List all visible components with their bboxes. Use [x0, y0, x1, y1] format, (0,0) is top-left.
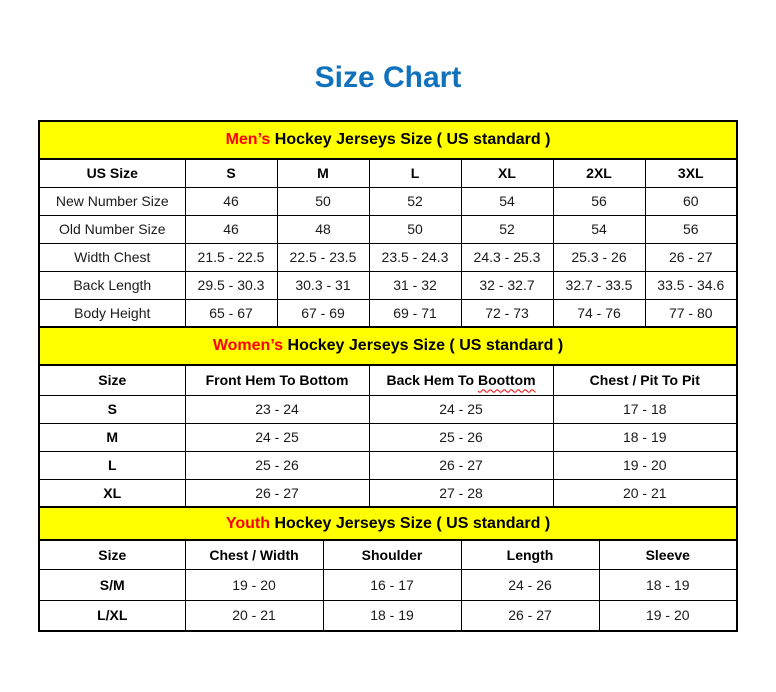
cell-value: 69 - 71	[369, 299, 461, 327]
row-label: Back Length	[39, 271, 185, 299]
cell-value: 23.5 - 24.3	[369, 243, 461, 271]
row-label: S	[39, 395, 185, 423]
table-row	[39, 479, 737, 507]
column-header: XL	[461, 159, 553, 187]
cell-value: 25 - 26	[369, 423, 553, 451]
row-label: Body Height	[39, 299, 185, 327]
cell-value: 24.3 - 25.3	[461, 243, 553, 271]
womens-band-highlight: Women’s	[212, 337, 284, 354]
column-header: M	[277, 159, 369, 187]
mens-header-row	[39, 159, 737, 187]
table-row	[39, 569, 737, 600]
cell-value: 26 - 27	[461, 600, 599, 631]
column-header: Size	[39, 540, 185, 569]
cell-value: 24 - 25	[369, 395, 553, 423]
cell-value: 67 - 69	[277, 299, 369, 327]
cell-value: 26 - 27	[645, 243, 737, 271]
row-label: S/M	[39, 569, 185, 600]
cell-value: 77 - 80	[645, 299, 737, 327]
column-header: Sleeve	[599, 540, 737, 569]
mens-band-cell	[39, 121, 737, 159]
cell-value: 18 - 19	[599, 569, 737, 600]
youth-band-highlight: Youth	[225, 514, 271, 532]
column-header-text: Back Hem To	[386, 372, 478, 389]
column-header: Length	[461, 540, 599, 569]
youth-band-cell	[39, 507, 737, 540]
row-label: Old Number Size	[39, 215, 185, 243]
column-header: Shoulder	[323, 540, 461, 569]
womens-header-row	[39, 365, 737, 395]
cell-value: 22.5 - 23.5	[277, 243, 369, 271]
table-row	[39, 423, 737, 451]
cell-value: 50	[277, 187, 369, 215]
column-header: S	[185, 159, 277, 187]
table-row	[39, 395, 737, 423]
cell-value: 20 - 21	[185, 600, 323, 631]
cell-value: 23 - 24	[185, 395, 369, 423]
cell-value: 26 - 27	[185, 479, 369, 507]
cell-value: 46	[185, 187, 277, 215]
mens-band-text: Hockey Jerseys Size ( US standard )	[270, 131, 551, 148]
cell-value: 25 - 26	[185, 451, 369, 479]
womens-section-band	[39, 327, 737, 365]
youth-section-band	[39, 507, 737, 540]
womens-band-cell	[39, 327, 737, 365]
column-header: Chest / Width	[185, 540, 323, 569]
cell-value: 54	[553, 215, 645, 243]
cell-value: 24 - 26	[461, 569, 599, 600]
cell-value: 52	[461, 215, 553, 243]
cell-value: 32.7 - 33.5	[553, 271, 645, 299]
cell-value: 48	[277, 215, 369, 243]
row-label: M	[39, 423, 185, 451]
table-row	[39, 299, 737, 327]
column-header: Front Hem To Bottom	[185, 365, 369, 395]
cell-value: 52	[369, 187, 461, 215]
table-row	[39, 187, 737, 215]
cell-value: 27 - 28	[369, 479, 553, 507]
row-label: XL	[39, 479, 185, 507]
page-title: Size Chart	[314, 61, 462, 94]
table-row	[39, 451, 737, 479]
cell-value: 32 - 32.7	[461, 271, 553, 299]
column-header: Chest / Pit To Pit	[553, 365, 737, 395]
cell-value: 29.5 - 30.3	[185, 271, 277, 299]
cell-value: 60	[645, 187, 737, 215]
cell-value: 65 - 67	[185, 299, 277, 327]
cell-value: 18 - 19	[553, 423, 737, 451]
cell-value: 20 - 21	[553, 479, 737, 507]
column-header-misspelled	[369, 365, 553, 395]
mens-band-highlight: Men’s	[225, 131, 271, 148]
table-row	[39, 600, 737, 631]
row-label: Width Chest	[39, 243, 185, 271]
mens-section-band	[39, 121, 737, 159]
row-label: L/XL	[39, 600, 185, 631]
cell-value: 33.5 - 34.6	[645, 271, 737, 299]
column-header: US Size	[39, 159, 185, 187]
cell-value: 31 - 32	[369, 271, 461, 299]
table-row	[39, 271, 737, 299]
cell-value: 30.3 - 31	[277, 271, 369, 299]
column-header: Size	[39, 365, 185, 395]
column-header: 2XL	[553, 159, 645, 187]
cell-value: 50	[369, 215, 461, 243]
cell-value: 25.3 - 26	[553, 243, 645, 271]
column-header: L	[369, 159, 461, 187]
cell-value: 16 - 17	[323, 569, 461, 600]
cell-value: 54	[461, 187, 553, 215]
cell-value: 72 - 73	[461, 299, 553, 327]
table-row	[39, 243, 737, 271]
column-header: 3XL	[645, 159, 737, 187]
cell-value: 24 - 25	[185, 423, 369, 451]
cell-value: 17 - 18	[553, 395, 737, 423]
table-row	[39, 215, 737, 243]
size-chart-table	[38, 120, 738, 632]
row-label: L	[39, 451, 185, 479]
youth-header-row	[39, 540, 737, 569]
misspelled-word-squiggle: Boottom	[478, 372, 536, 389]
cell-value: 18 - 19	[323, 600, 461, 631]
cell-value: 74 - 76	[553, 299, 645, 327]
cell-value: 19 - 20	[185, 569, 323, 600]
cell-value: 21.5 - 22.5	[185, 243, 277, 271]
cell-value: 19 - 20	[553, 451, 737, 479]
youth-band-text: Hockey Jerseys Size ( US standard )	[270, 514, 551, 532]
cell-value: 56	[553, 187, 645, 215]
cell-value: 19 - 20	[599, 600, 737, 631]
cell-value: 26 - 27	[369, 451, 553, 479]
cell-value: 56	[645, 215, 737, 243]
cell-value: 46	[185, 215, 277, 243]
row-label: New Number Size	[39, 187, 185, 215]
womens-band-text: Hockey Jerseys Size ( US standard )	[283, 337, 564, 354]
